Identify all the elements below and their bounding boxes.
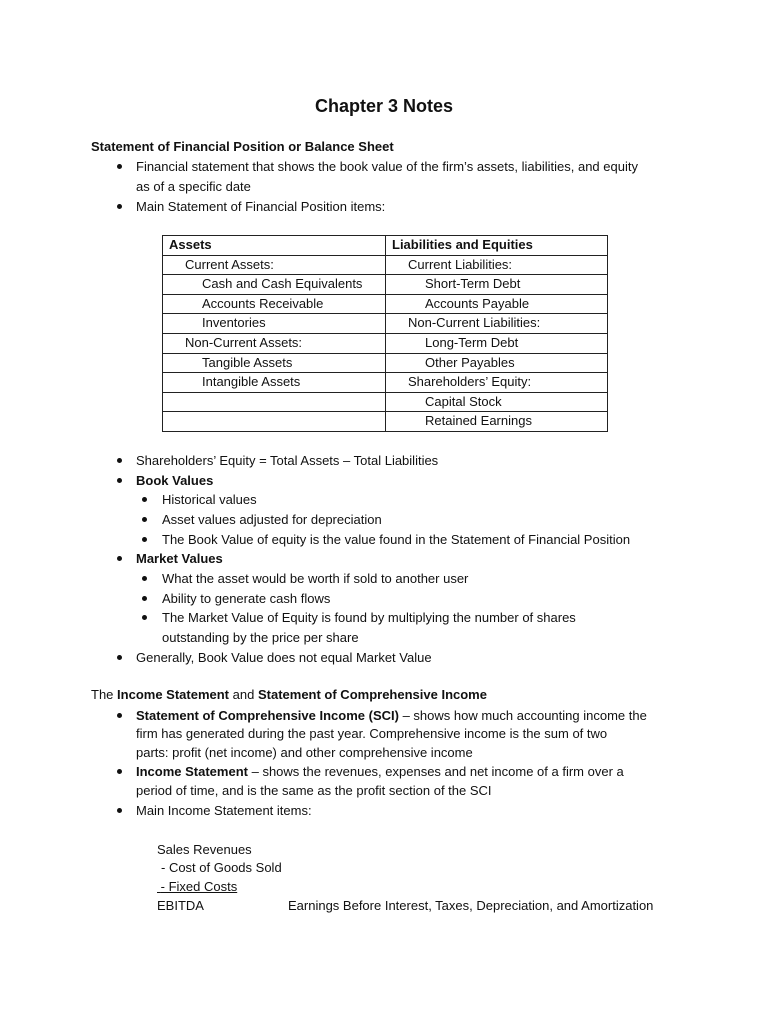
- table-cell: Non-Current Liabilities:: [408, 315, 541, 331]
- sales-revenues: Sales Revenues: [157, 842, 252, 857]
- table-cell: Long-Term Debt: [425, 334, 519, 350]
- main-income-items: Main Income Statement items:: [136, 803, 312, 818]
- sfp-heading: Statement of Financial Position or Balance Sheet: [91, 139, 394, 154]
- table-row: [163, 412, 608, 432]
- is-label: Income Statement: [136, 764, 248, 779]
- is-line1: [136, 762, 624, 782]
- table-cell: Current Assets:: [185, 256, 274, 272]
- table-header-liabilities: Liabilities and Equities: [386, 236, 608, 256]
- equity-formula: Shareholders’ Equity = Total Assets – Total Liabilities: [136, 453, 439, 468]
- table-header-assets: Assets: [163, 236, 386, 256]
- table-row: [163, 314, 608, 334]
- page-title: Chapter 3 Notes: [314, 96, 454, 116]
- table-row: [163, 373, 608, 393]
- table-cell: Tangible Assets: [202, 354, 293, 370]
- income-heading-and: and: [232, 687, 255, 702]
- list-item: The Market Value of Equity is found by multiplying the number of shares: [162, 610, 576, 625]
- table-cell: Other Payables: [425, 354, 515, 370]
- fixed-costs: [157, 877, 237, 897]
- sfp-bullet2: Main Statement of Financial Position items:: [136, 199, 386, 214]
- fixed-costs-text: - Fixed Costs: [160, 879, 238, 894]
- table-cell: Intangible Assets: [202, 374, 301, 390]
- bullet-icon: [117, 458, 122, 463]
- list-item: The Book Value of equity is the value found in the Statement of Financial Position: [162, 532, 631, 547]
- bullet-icon: [142, 576, 147, 581]
- list-item: What the asset would be worth if sold to another user: [162, 571, 469, 586]
- table-cell: Shareholders’ Equity:: [408, 374, 532, 390]
- bullet-icon: [117, 478, 122, 483]
- table-row: [163, 353, 608, 373]
- table-cell: Inventories: [202, 315, 266, 331]
- is-text: – shows the revenues, expenses and net income of a firm over a: [247, 764, 624, 779]
- income-heading-sci: Statement of Comprehensive Income: [257, 687, 487, 702]
- list-item: Asset values adjusted for depreciation: [162, 512, 382, 527]
- table-row: [163, 275, 608, 295]
- table-cell: Accounts Payable: [425, 295, 530, 311]
- table-row: [163, 333, 608, 353]
- bullet-icon: [117, 204, 122, 209]
- income-heading-the: The: [91, 687, 114, 702]
- table-cell: Non-Current Assets:: [185, 334, 303, 350]
- bullet-icon: [117, 556, 122, 561]
- table-header-row: [163, 236, 608, 256]
- bullet-icon: [117, 769, 122, 774]
- is-line2: period of time, and is the same as the profit section of the SCI: [136, 783, 492, 798]
- ebitda-label: EBITDA: [157, 898, 204, 913]
- table-row: [163, 255, 608, 275]
- table-cell: Current Liabilities:: [408, 256, 513, 272]
- sci-label: Statement of Comprehensive Income (SCI): [136, 708, 399, 723]
- bullet-icon: [117, 713, 122, 718]
- sci-text: – shows how much accounting income the: [398, 708, 647, 723]
- income-heading: [91, 685, 487, 705]
- list-item: Historical values: [162, 492, 257, 507]
- sci-line2: firm has generated during the past year. Comprehensive income is the sum of two: [136, 726, 608, 741]
- bullet-icon: [117, 164, 122, 169]
- market-values-heading: Market Values: [136, 551, 223, 566]
- list-item: Ability to generate cash flows: [162, 591, 331, 606]
- table-row: [163, 392, 608, 412]
- cost-of-goods-sold: - Cost of Goods Sold: [161, 860, 282, 875]
- list-item-continued: outstanding by the price per share: [162, 630, 359, 645]
- income-heading-is: Income Statement: [117, 687, 230, 702]
- bullet-icon: [142, 596, 147, 601]
- balance-sheet-table: [162, 235, 608, 432]
- bullet-icon: [117, 655, 122, 660]
- bullet-icon: [142, 517, 147, 522]
- table-cell: Retained Earnings: [425, 413, 532, 429]
- bullet-icon: [142, 497, 147, 502]
- table-cell: Capital Stock: [425, 393, 502, 409]
- table-row: [163, 294, 608, 314]
- bullet-icon: [117, 808, 122, 813]
- sfp-bullet1-line2: as of a specific date: [136, 179, 251, 194]
- sfp-bullet1-line1: Financial statement that shows the book value of the firm’s assets, liabilities, and equity: [136, 159, 638, 174]
- table-cell: Short-Term Debt: [425, 276, 521, 292]
- sci-line3: parts: profit (net income) and other comprehensive income: [136, 745, 473, 760]
- book-values-heading: Book Values: [136, 473, 214, 488]
- sci-line1: [136, 706, 647, 726]
- table-cell: Cash and Cash Equivalents: [202, 276, 363, 292]
- ebitda-description: Earnings Before Interest, Taxes, Depreciation, and Amortization: [288, 898, 654, 913]
- table-cell: Accounts Receivable: [202, 295, 324, 311]
- bullet-icon: [142, 615, 147, 620]
- bullet-icon: [142, 537, 147, 542]
- generally-note: Generally, Book Value does not equal Market Value: [136, 650, 432, 665]
